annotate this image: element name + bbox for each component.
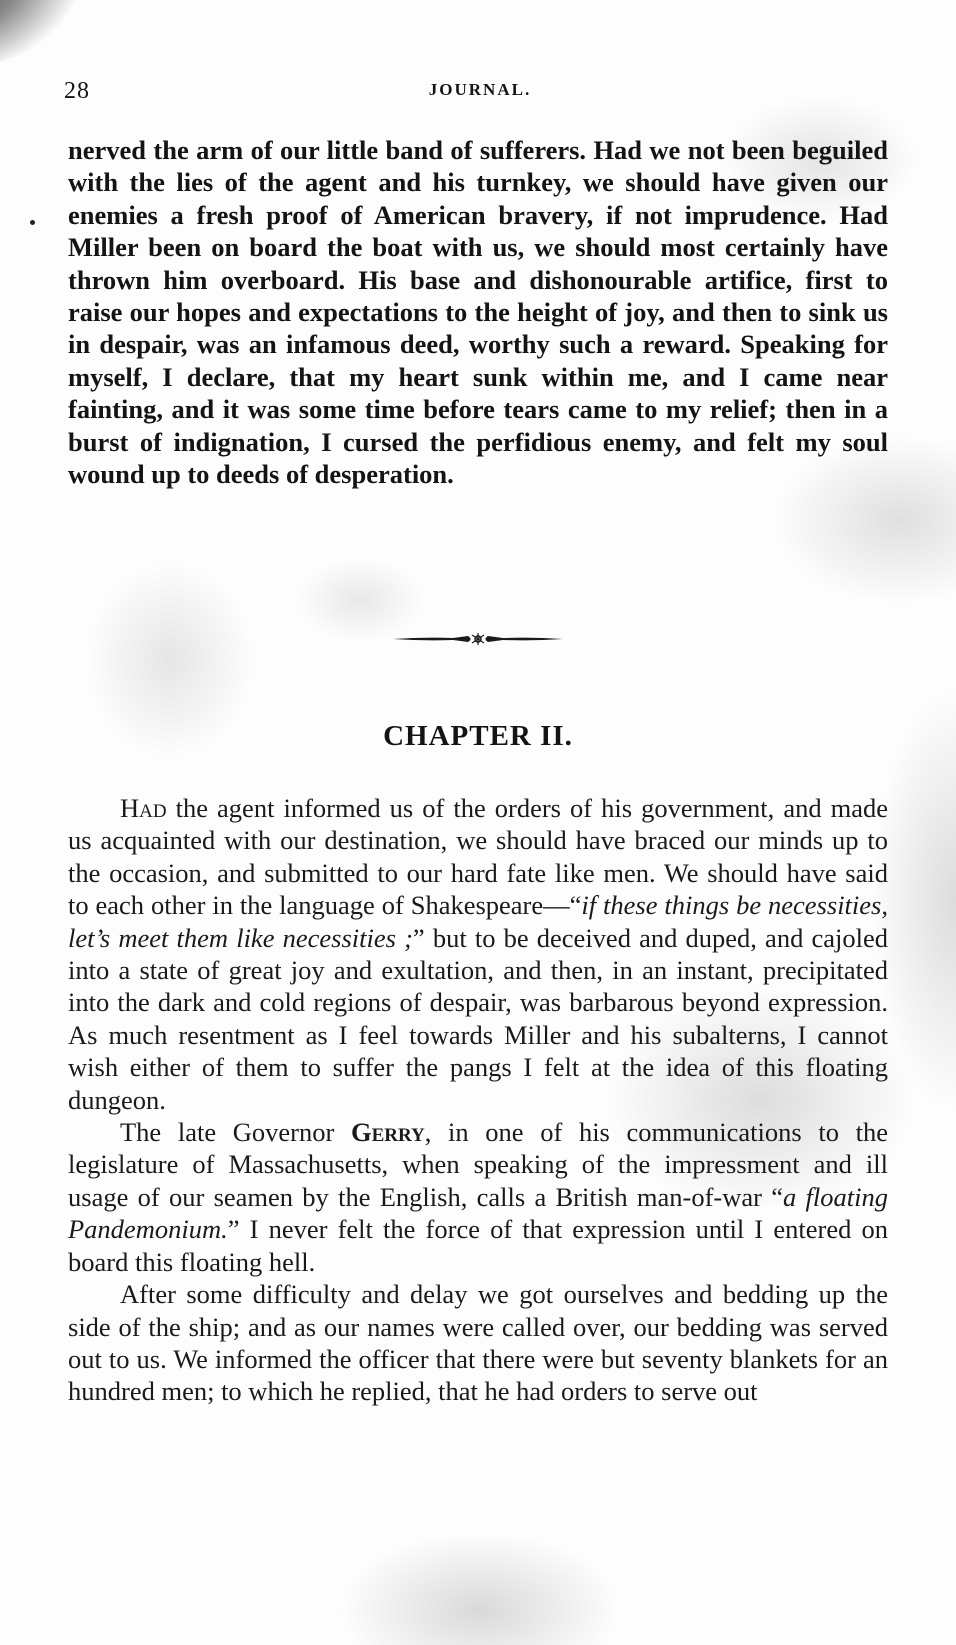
text-run: ” I never felt the force of that expression until I entered on board this floating hell. [68, 1214, 888, 1277]
paragraph: nerved the arm of our little band of sufferers. Had we not been beguiled with the lies of the agent and his turnkey, we should have given our enemies a fresh proof of American bravery, if not imprudence. Had Miller been on board the boat with us, we should most certainly have thrown him overboard. His base and dishonourable artifice, first to raise our hopes and expectations to the height of joy, and then to sink us in despair, was an infamous deed, worthy such a reward. Speaking for myself, I declare, that my heart sunk within me, and I came near fainting, and it was some time before tears came to my relief; then in a burst of indignation, I cursed the perfidious enemy, and felt my soul wound up to deeds of desperation. [68, 135, 888, 490]
paragraph-1 [68, 792, 888, 1116]
lead-word: Had [120, 793, 167, 823]
running-head: JOURNAL. [428, 80, 532, 99]
ink-speck [30, 220, 35, 225]
text-run: the agent informed us of the orders of his government, and made us acquainted with our destination, we should have braced our minds up to the occasion, and submitted to our hard fate like men. We should have said to each other in the language of Shakespeare—“ [68, 793, 888, 921]
text-block-chapter [68, 792, 888, 1408]
paragraph-3: After some difficulty and delay we got ourselves and bedding up the side of the ship; and as our names were called over, our bedding was served out to us. We informed the officer that there were but seventy blankets for an hundred men; to which he replied, that he had orders to serve out [68, 1279, 888, 1407]
text-run: ” but to be deceived and duped, and cajoled into a state of great joy and exultation, and then, in an instant, precipitated into the dark and cold regions of despair, was barbarous beyond expression. As much resentment as I feel towards Miller and his subalterns, I cannot wish either of them to suffer the pangs I felt at the idea of this floating dungeon. [68, 922, 888, 1115]
quotation: a floating Pandemonium. [68, 1181, 889, 1245]
person-name: Gerry [350, 1117, 425, 1148]
text-run: The late Governor [120, 1117, 351, 1148]
page-number: 28 [64, 78, 90, 104]
page-corner-shadow [0, 0, 99, 67]
paragraph-2 [68, 1116, 888, 1278]
ornamental-rule-icon [393, 632, 563, 646]
text-run: , in one of his communications to the legislature of Massachusetts, when speaking of the impressment and ill usage of our seamen by the English, calls a British man-of-war “ [68, 1117, 888, 1212]
quotation: if these things be necessities, let’s meet them like necessities ; [68, 890, 888, 953]
text-block-continued [68, 134, 888, 490]
chapter-title: CHAPTER II. [383, 720, 573, 752]
